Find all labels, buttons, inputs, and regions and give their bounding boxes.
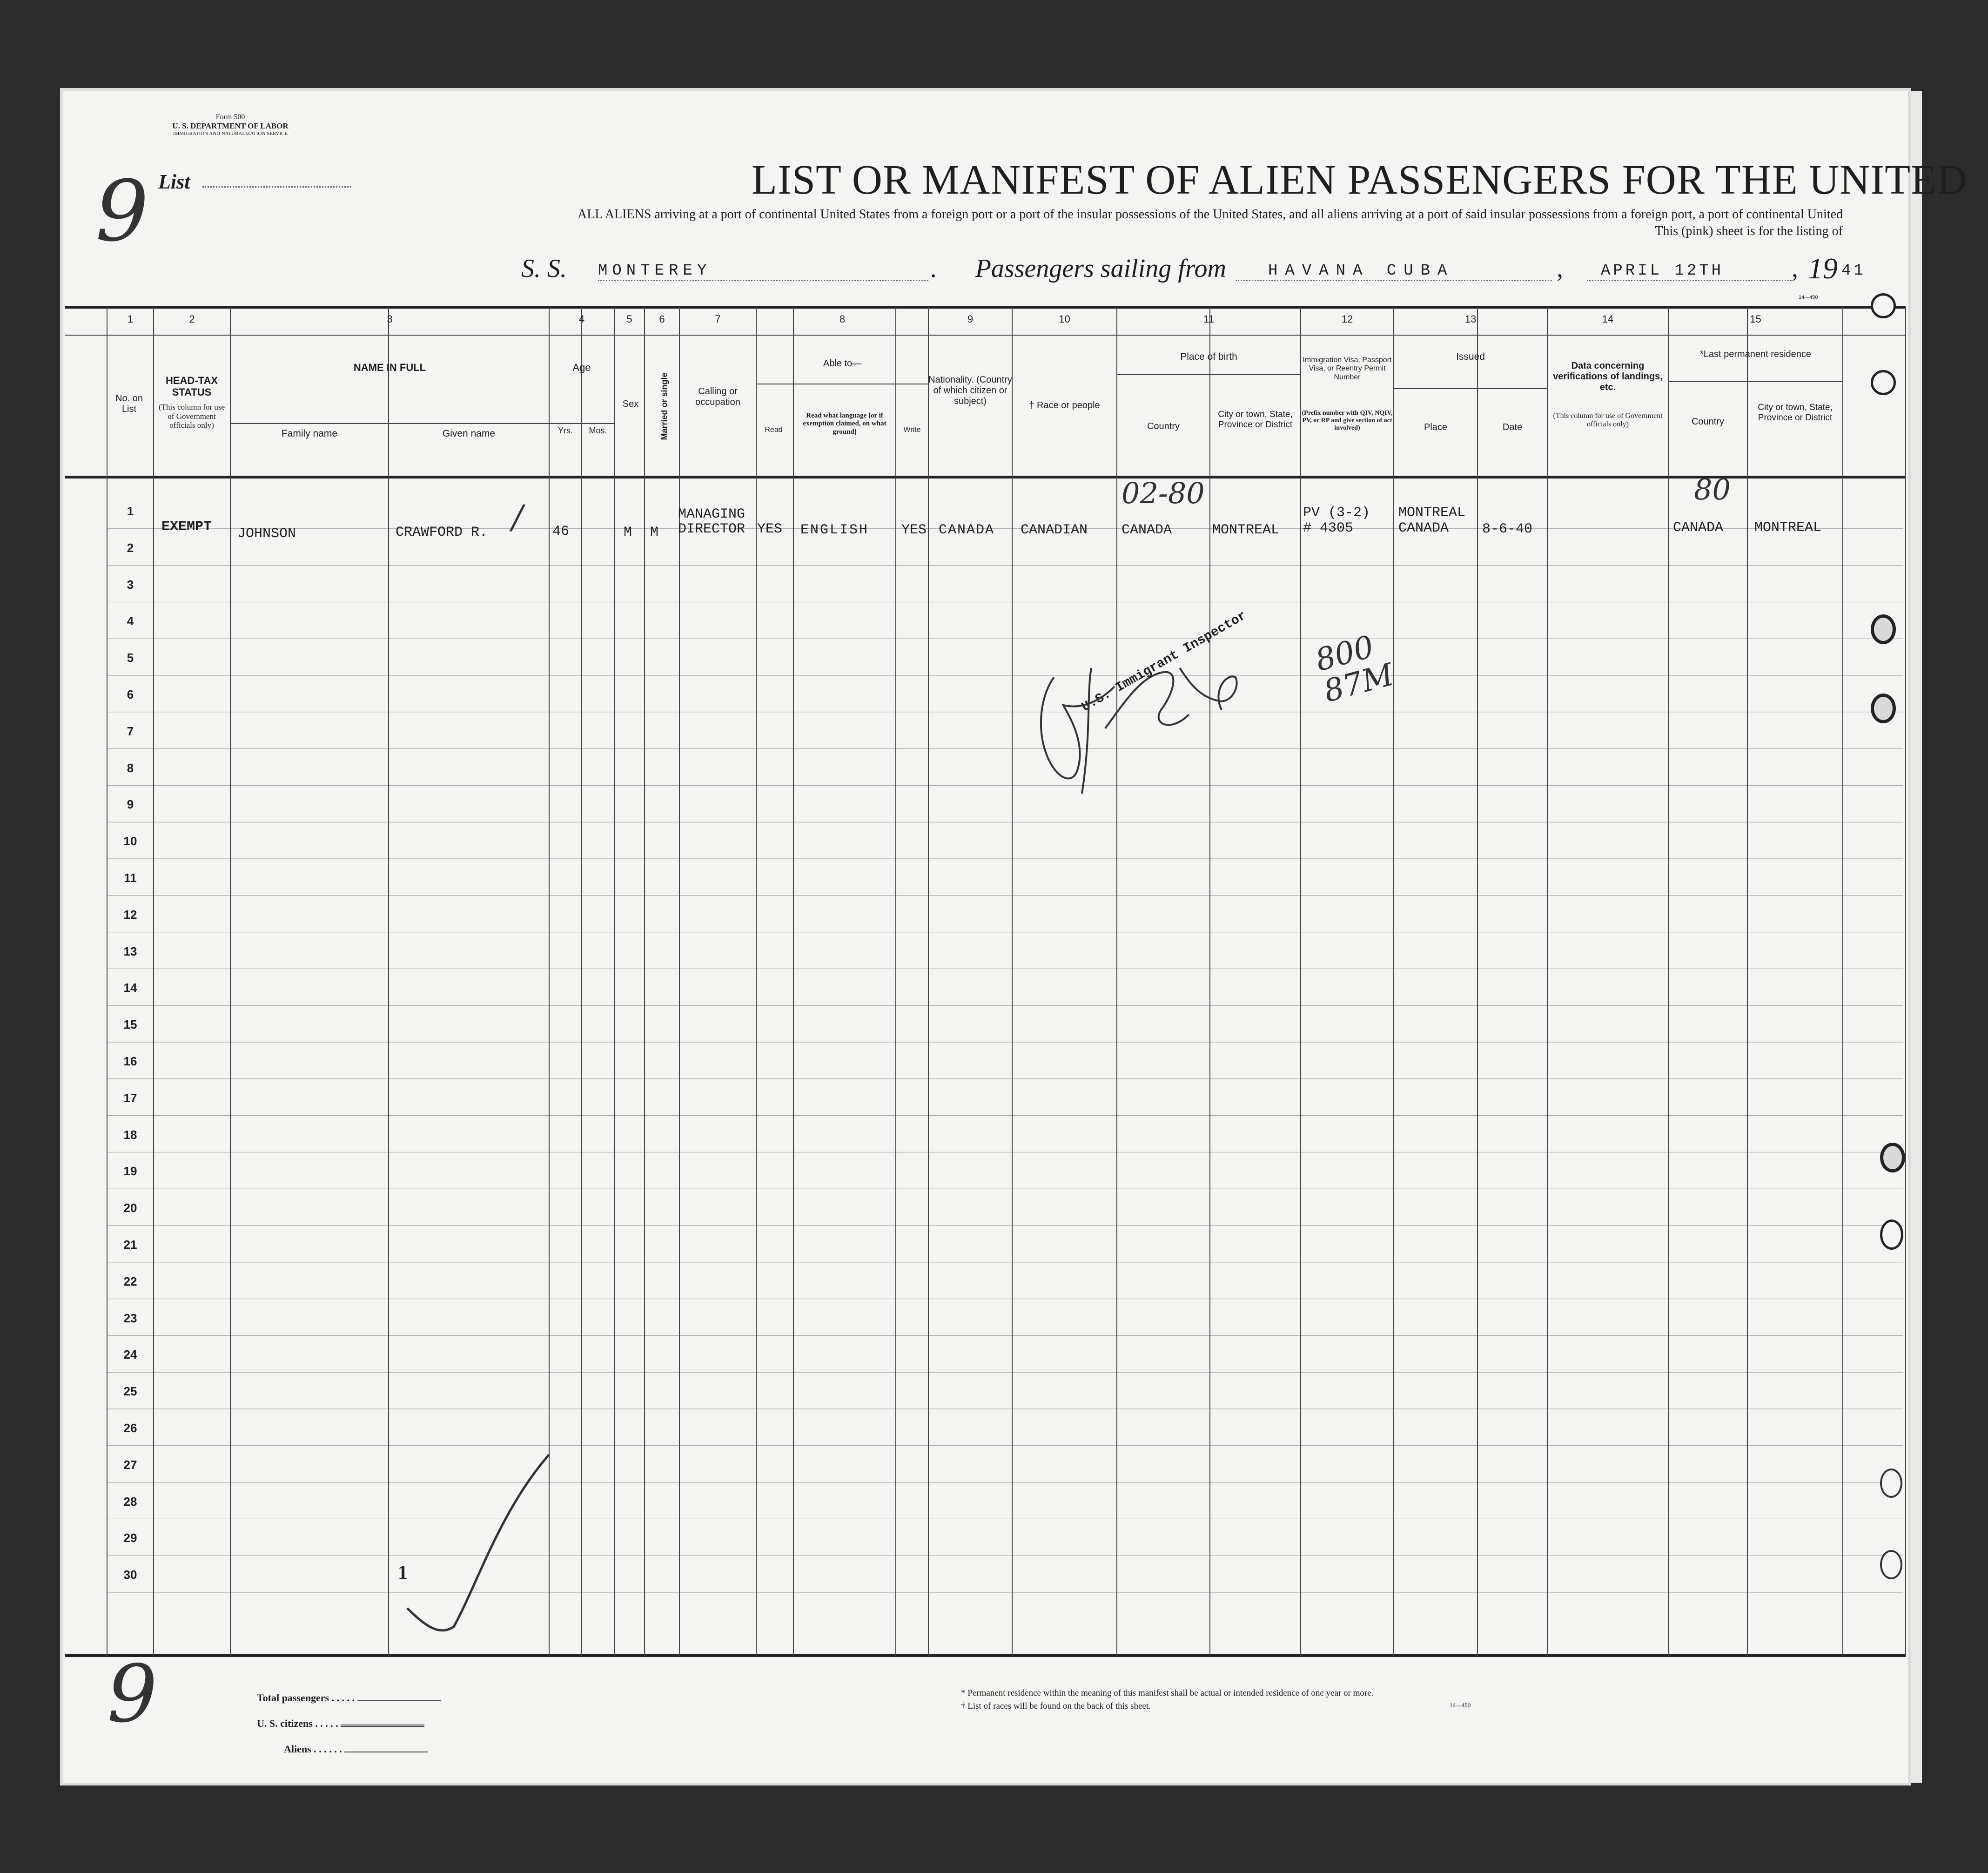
entry-birth-city: MONTREAL: [1212, 522, 1280, 538]
row-number: 4: [127, 614, 134, 628]
us-citizens-label: U. S. citizens: [257, 1718, 313, 1729]
hdr-name-in-full: NAME IN FULL: [353, 362, 426, 373]
ss-label: S. S.: [521, 254, 567, 283]
hdr-read-language: Read what language [or if exemption claimed, on what ground]: [803, 412, 887, 436]
entry-family-name: JOHNSON: [237, 526, 296, 542]
footer-total-passengers: [257, 1692, 441, 1704]
hdr-read: Read: [765, 426, 783, 434]
entry-given-name: CRAWFORD R.: [396, 525, 488, 540]
instructions-line2: This (pink) sheet is for the listing of: [1655, 224, 1843, 238]
footnote-races: † List of races will be found on the back of this sheet.: [961, 1701, 1151, 1711]
hdr-no-on-list: No. on List: [115, 393, 143, 414]
total-passengers-line: [357, 1700, 441, 1701]
row-number: 9: [127, 797, 134, 812]
hdr-birth-city: City or town, State, Province or District: [1218, 410, 1293, 430]
hdr-visa: Immigration Visa, Passport Visa, or Reentry Permit Number: [1303, 356, 1392, 381]
row-number: 2: [127, 540, 134, 555]
row-number: 26: [123, 1421, 137, 1435]
row-number: 24: [123, 1347, 137, 1362]
entry-head-tax: EXEMPT: [161, 519, 212, 535]
row-number: 14: [123, 981, 137, 995]
entry-occupation-line2: DIRECTOR: [678, 521, 746, 537]
row-number: 3: [127, 577, 134, 592]
list-label: List: [158, 170, 190, 193]
binder-hole: [1871, 293, 1896, 318]
column-number: 13: [1464, 313, 1477, 325]
entry-res-city: MONTREAL: [1754, 520, 1822, 536]
row-number: 20: [123, 1201, 137, 1215]
voyage-date: APRIL 12TH: [1587, 262, 1792, 281]
hdr-head-tax-note: (This column for use of Government officials only): [158, 403, 225, 430]
instructions-line1: ALL ALIENS arriving at a port of continental United States from a foreign port or a port of the insular possessions of the United States, and all aliens arriving at a port of said insular possessions from a foreign port, a port of continental United: [578, 207, 1843, 222]
row-number: 8: [127, 761, 134, 775]
column-number: 9: [967, 313, 974, 325]
entry-issued-place-line2: CANADA: [1398, 520, 1449, 536]
column-number: 10: [1059, 313, 1070, 325]
hdr-yrs: Yrs.: [557, 426, 573, 435]
entry-race: CANADIAN: [1021, 522, 1088, 538]
entry-write: YES: [901, 522, 927, 538]
manifest-title: LIST OR MANIFEST OF ALIEN PASSENGERS FOR THE UNITED: [752, 157, 1968, 203]
column-number: 4: [578, 313, 585, 325]
column-number: 6: [659, 313, 665, 325]
hdr-verifications: Data concerning verifications of landings, etc.: [1553, 361, 1663, 392]
inspector-stamp: U.S. Immigrant Inspector: [1079, 608, 1249, 715]
port-comma: ,: [1557, 254, 1563, 283]
manifest-sheet: [63, 91, 1968, 1783]
hdr-married: Married or single: [659, 372, 669, 440]
entry-issued-date: 8-6-40: [1482, 521, 1533, 537]
footer-us-citizens: [257, 1718, 424, 1730]
row-number: 28: [123, 1494, 137, 1509]
row-number: 10: [123, 834, 137, 849]
check-mark: [398, 1445, 561, 1645]
row-number: 13: [123, 944, 137, 958]
column-number: 14: [1602, 313, 1614, 325]
entry-read: YES: [757, 521, 783, 537]
entry-visa-line1: PV (3-2): [1303, 505, 1370, 521]
list-number-handwritten: 9: [95, 163, 149, 260]
entry-age-years: 46: [552, 524, 570, 539]
year-suffix: 41: [1841, 262, 1866, 280]
binder-hole: [1871, 694, 1896, 723]
port-name: HAVANA CUBA: [1236, 262, 1552, 281]
row-number: 12: [123, 907, 137, 922]
hdr-res-city: City or town, State, Province or District: [1758, 403, 1833, 423]
footer-aliens: [284, 1743, 428, 1755]
binder-hole: [1880, 1143, 1905, 1172]
column-number: 11: [1203, 313, 1214, 325]
footer-list-number-handwritten: 9: [107, 1648, 158, 1740]
inspector-signature: [1021, 640, 1282, 817]
form-number: Form 500: [215, 113, 245, 121]
row-number: 15: [123, 1017, 137, 1032]
aliens-label: Aliens: [284, 1743, 311, 1755]
hdr-issued: Issued: [1456, 351, 1485, 362]
aliens-leader: . . . . . .: [311, 1743, 345, 1755]
us-citizens-line: [341, 1725, 424, 1727]
department: U. S. DEPARTMENT OF LABOR: [172, 121, 289, 131]
entry-nationality: CANADA: [939, 522, 995, 538]
entry-language: ENGLISH: [800, 522, 869, 538]
birth-handwritten: 02-80: [1122, 476, 1205, 510]
row-number: 7: [127, 724, 134, 738]
row-number: 17: [123, 1091, 137, 1105]
column-number: 5: [626, 313, 632, 325]
row-number: 19: [123, 1164, 137, 1179]
hdr-place-of-birth: Place of birth: [1180, 351, 1237, 362]
binder-hole: [1880, 1469, 1902, 1498]
binder-hole: [1871, 370, 1896, 395]
hdr-calling: Calling or occupation: [695, 386, 740, 407]
column-number: 12: [1341, 313, 1353, 325]
hdr-issued-place: Place: [1424, 422, 1448, 432]
row-number: 18: [123, 1127, 137, 1142]
hdr-family-name: Family name: [281, 428, 338, 439]
hdr-last-residence: *Last permanent residence: [1699, 349, 1812, 359]
hdr-given-name: Given name: [442, 428, 496, 439]
entry-occupation-line1: MANAGING: [678, 506, 746, 522]
hdr-head-tax: HEAD-TAX STATUS: [165, 375, 218, 398]
corner-code: 14—450: [1799, 295, 1818, 300]
sailing-dot: .: [931, 254, 937, 283]
entry-birth-country: CANADA: [1122, 522, 1172, 538]
column-number: 15: [1750, 313, 1761, 325]
us-citizens-leader: . . . . .: [312, 1718, 341, 1729]
hdr-race: † Race or people: [1029, 400, 1100, 411]
binder-hole: [1871, 614, 1896, 644]
binder-hole: [1880, 1550, 1902, 1579]
age-tick-mark: /: [512, 498, 523, 536]
hdr-able-to: Able to—: [823, 358, 862, 369]
service: IMMIGRATION AND NATURALIZATION SERVICE: [173, 130, 288, 136]
sailing-label: Passengers sailing from: [975, 254, 1226, 283]
hdr-sex: Sex: [622, 399, 639, 409]
column-number: 8: [839, 313, 846, 325]
row-number: 6: [127, 687, 134, 701]
ship-name: MONTEREY: [598, 262, 928, 281]
column-number: 3: [387, 313, 393, 325]
entry-res-country: CANADA: [1673, 520, 1724, 536]
residence-handwritten: 80: [1694, 472, 1731, 506]
year-prefix: 19: [1808, 252, 1838, 285]
row-number: 16: [123, 1054, 137, 1068]
binder-hole: [1880, 1219, 1903, 1250]
row-number: 11: [124, 871, 137, 885]
entry-sex: M: [624, 525, 632, 540]
hdr-res-country: Country: [1691, 417, 1725, 427]
row-number: 23: [123, 1311, 137, 1325]
entry-marital: M: [650, 525, 659, 540]
table-grid: [63, 91, 1908, 1783]
total-passengers-leader: . . . . .: [329, 1692, 357, 1704]
row-number: 29: [123, 1531, 137, 1545]
hdr-write: Write: [903, 426, 921, 434]
hdr-birth-country: Country: [1147, 421, 1180, 431]
entry-issued-place-line1: MONTREAL: [1398, 505, 1466, 521]
code-handwritten: 800 87M: [1311, 628, 1397, 710]
row-number: 22: [123, 1274, 137, 1288]
hdr-age: Age: [572, 362, 591, 373]
footnote-permanent-residence: * Permanent residence within the meaning of this manifest shall be actual or intended residence of one year or more.: [961, 1688, 1374, 1698]
row-number: 27: [123, 1457, 137, 1472]
column-number: 2: [189, 313, 195, 325]
column-number: 1: [127, 313, 134, 325]
column-number: 7: [715, 313, 721, 325]
hdr-nationality: Nationality. (Country of which citizen or subject): [928, 375, 1012, 406]
hdr-verifications-note: (This column for use of Government officials only): [1553, 412, 1663, 429]
entry-visa-line2: # 4305: [1303, 520, 1354, 536]
row-number: 21: [123, 1238, 137, 1252]
total-passengers-label: Total passengers: [257, 1692, 329, 1704]
tally-number: 1: [398, 1562, 408, 1583]
row-number: 30: [123, 1568, 137, 1582]
date-comma: ,: [1792, 254, 1798, 283]
row-number: 5: [127, 651, 134, 665]
row-number: 25: [123, 1384, 137, 1399]
row-number: 1: [127, 504, 134, 518]
hdr-issued-date: Date: [1502, 422, 1523, 432]
hdr-mos: Mos.: [589, 426, 607, 435]
footer-code: 14—450: [1450, 1702, 1471, 1709]
hdr-visa-note: (Prefix number with QIV, NQIV, PV, or RP and give section of act involved): [1302, 410, 1393, 432]
